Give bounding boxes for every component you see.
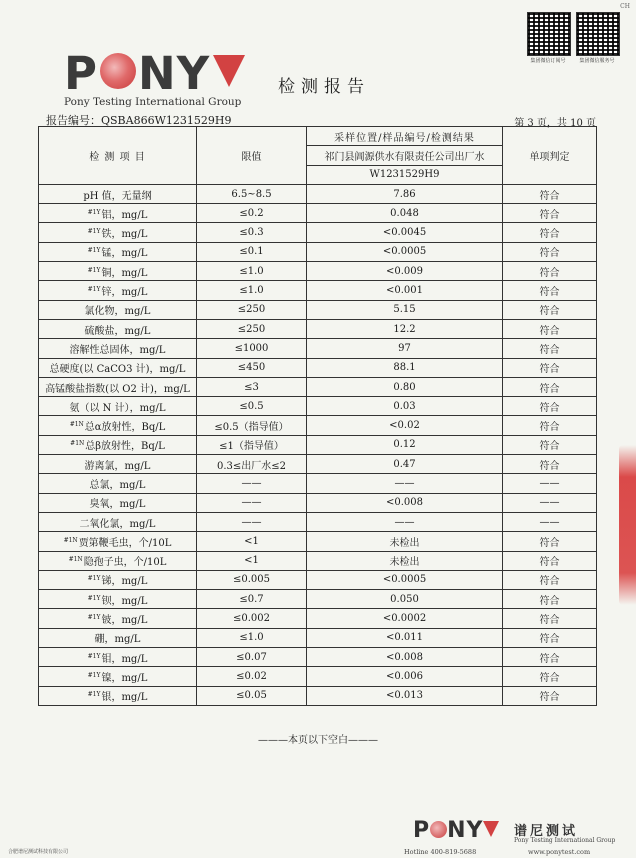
table-row — [39, 262, 597, 281]
cell-item-text: 锌，mg/L — [101, 287, 148, 299]
cell-result: <0.0002 — [307, 609, 503, 628]
cell-item — [39, 281, 197, 300]
cell-item — [39, 397, 197, 416]
table-row — [39, 455, 597, 474]
cell-limit: ≤0.07 — [197, 648, 307, 667]
cell-judgment: —— — [503, 474, 597, 493]
cell-item-mark: #1Y — [87, 671, 101, 679]
cell-judgment: 符合 — [503, 590, 597, 609]
table-row — [39, 377, 597, 396]
cell-item — [39, 242, 197, 261]
cell-item-mark: #1N — [69, 421, 84, 429]
table-row — [39, 628, 597, 647]
pony-logo — [64, 47, 245, 100]
table-row — [39, 648, 597, 667]
footer-logo-y — [483, 821, 499, 837]
cell-result: <0.008 — [307, 648, 503, 667]
cell-item-mark: #1Y — [87, 614, 101, 622]
table-row — [39, 493, 597, 512]
cell-judgment: 符合 — [503, 416, 597, 435]
end-of-page-note: ———本页以下空白——— — [258, 735, 378, 746]
cell-item-text: 臭氧，mg/L — [89, 499, 146, 511]
cell-judgment: 符合 — [503, 628, 597, 647]
cell-item-text: 硫酸盐，mg/L — [84, 325, 151, 337]
cell-item-text: 二氧化氯，mg/L — [79, 518, 156, 530]
cell-item — [39, 262, 197, 281]
cell-result: <0.0005 — [307, 570, 503, 589]
qr-code-subscription — [527, 12, 571, 56]
cell-judgment: 符合 — [503, 648, 597, 667]
cell-limit: ≤450 — [197, 358, 307, 377]
cell-judgment: 符合 — [503, 204, 597, 223]
cell-item-text: 总硬度(以 CaCO3 计)，mg/L — [49, 364, 186, 376]
cell-judgment: 符合 — [503, 570, 597, 589]
cell-limit: ≤0.5 — [197, 397, 307, 416]
cell-limit: ≤0.7 — [197, 590, 307, 609]
cell-item — [39, 435, 197, 454]
cell-item-text: 总氯，mg/L — [89, 479, 146, 491]
cell-judgment: 符合 — [503, 667, 597, 686]
table-row — [39, 242, 597, 261]
table-row — [39, 435, 597, 454]
cell-item-text: 游离氯，mg/L — [84, 460, 151, 472]
corner-code: CH — [620, 3, 630, 10]
cell-item — [39, 377, 197, 396]
cell-item-text: 高锰酸盐指数(以 O2 计)，mg/L — [45, 383, 190, 395]
logo-subtitle: Pony Testing International Group — [64, 96, 242, 108]
cell-result: 0.03 — [307, 397, 503, 416]
red-seal-stamp — [619, 445, 636, 605]
cell-judgment: 符合 — [503, 319, 597, 338]
cell-judgment: 符合 — [503, 242, 597, 261]
cell-item-mark: #1Y — [87, 228, 101, 236]
cell-item — [39, 667, 197, 686]
cell-item-mark: #1Y — [87, 208, 101, 216]
header-judgment: 单项判定 — [503, 127, 597, 185]
cell-limit: ≤3 — [197, 377, 307, 396]
cell-item — [39, 204, 197, 223]
cell-item — [39, 609, 197, 628]
cell-item — [39, 551, 197, 570]
cell-item — [39, 358, 197, 377]
cell-item-mark: #1Y — [87, 594, 101, 602]
cell-result: 0.048 — [307, 204, 503, 223]
cell-limit: ≤1.0 — [197, 281, 307, 300]
cell-item-text: 锰，mg/L — [101, 248, 148, 260]
table-row — [39, 532, 597, 551]
table-row — [39, 512, 597, 531]
cell-item-text: 氨（以 N 计），mg/L — [69, 402, 166, 414]
cell-limit: ≤0.05 — [197, 686, 307, 705]
cell-item-mark: #1N — [63, 536, 78, 544]
cell-result: 88.1 — [307, 358, 503, 377]
cell-judgment: 符合 — [503, 223, 597, 242]
cell-item — [39, 512, 197, 531]
cell-result: 未检出 — [307, 551, 503, 570]
header-location: 祁门县阊源供水有限责任公司出厂水 — [307, 146, 503, 165]
cell-item-text: 溶解性总固体，mg/L — [69, 344, 166, 356]
cell-result: <0.008 — [307, 493, 503, 512]
cell-item-text: 隐孢子虫，个/10L — [83, 557, 167, 569]
cell-limit: ≤0.002 — [197, 609, 307, 628]
table-row — [39, 686, 597, 705]
cell-limit: ≤0.005 — [197, 570, 307, 589]
cell-limit: <1 — [197, 551, 307, 570]
cell-limit: ≤0.3 — [197, 223, 307, 242]
page-number: 第 3 页，共 10 页 — [514, 118, 596, 129]
cell-result: —— — [307, 474, 503, 493]
cell-item — [39, 339, 197, 358]
footer-logo-p: P — [413, 818, 431, 843]
cell-item-text: 贾第鞭毛虫，个/10L — [78, 537, 172, 549]
table-row — [39, 281, 597, 300]
cell-result: <0.02 — [307, 416, 503, 435]
table-row — [39, 319, 597, 338]
cell-limit: ≤0.2 — [197, 204, 307, 223]
header-limit: 限值 — [197, 127, 307, 185]
cell-item — [39, 300, 197, 319]
cell-limit: 6.5~8.5 — [197, 184, 307, 203]
cell-result: 0.050 — [307, 590, 503, 609]
cell-judgment: 符合 — [503, 262, 597, 281]
cell-result: <0.009 — [307, 262, 503, 281]
table-row — [39, 397, 597, 416]
cell-item — [39, 570, 197, 589]
footer-hotline: Hotline 400-819-5688 — [404, 848, 477, 856]
cell-item-text: 钡，mg/L — [101, 595, 148, 607]
cell-item-mark: #1Y — [87, 286, 101, 294]
qr-code-service — [576, 12, 620, 56]
cell-judgment: 符合 — [503, 358, 597, 377]
report-number: 报告编号：QSBA866W1231529H9 — [46, 114, 232, 127]
cell-result: 12.2 — [307, 319, 503, 338]
cell-result: 5.15 — [307, 300, 503, 319]
cell-item — [39, 416, 197, 435]
cell-item-mark: #1N — [70, 440, 85, 448]
header-sample-info: 采样位置/样品编号/检测结果 — [307, 127, 503, 146]
cell-item — [39, 493, 197, 512]
cell-judgment: 符合 — [503, 281, 597, 300]
cell-judgment: 符合 — [503, 300, 597, 319]
cell-result: <0.013 — [307, 686, 503, 705]
cell-limit: ≤1.0 — [197, 628, 307, 647]
logo-text-ny: NY — [137, 47, 211, 100]
cell-item-mark: #1Y — [87, 266, 101, 274]
cell-limit: —— — [197, 474, 307, 493]
cell-item-text: 钼，mg/L — [101, 653, 148, 665]
cell-judgment: 符合 — [503, 184, 597, 203]
footer-cn-name: 谱尼测试 — [514, 824, 579, 839]
cell-result: 0.47 — [307, 455, 503, 474]
cell-item-mark: #1Y — [87, 652, 101, 660]
cell-item — [39, 648, 197, 667]
cell-item-text: 总α放射性，Bq/L — [84, 422, 166, 434]
table-row — [39, 358, 597, 377]
cell-judgment: 符合 — [503, 377, 597, 396]
cell-item — [39, 628, 197, 647]
logo-o-sphere — [100, 53, 136, 89]
cell-judgment: —— — [503, 493, 597, 512]
cell-item — [39, 223, 197, 242]
table-row — [39, 184, 597, 203]
table-row — [39, 551, 597, 570]
cell-result: 未检出 — [307, 532, 503, 551]
cell-limit: ≤250 — [197, 319, 307, 338]
cell-limit: ≤0.02 — [197, 667, 307, 686]
cell-limit: ≤0.1 — [197, 242, 307, 261]
qr-caption: 集团微信服务号 — [579, 58, 615, 64]
cell-item-mark: #1Y — [87, 575, 101, 583]
table-row — [39, 474, 597, 493]
cell-item-mark: #1Y — [87, 247, 101, 255]
cell-item — [39, 532, 197, 551]
cell-judgment: 符合 — [503, 339, 597, 358]
table-row — [39, 223, 597, 242]
cell-judgment: 符合 — [503, 397, 597, 416]
table-row — [39, 667, 597, 686]
cell-judgment: 符合 — [503, 551, 597, 570]
cell-item-text: 总β放射性，Bq/L — [85, 441, 165, 453]
cell-item-text: 锑，mg/L — [101, 576, 148, 588]
cell-limit: ≤250 — [197, 300, 307, 319]
cell-result: <0.001 — [307, 281, 503, 300]
table-row — [39, 300, 597, 319]
cell-limit: —— — [197, 512, 307, 531]
cell-result: <0.0005 — [307, 242, 503, 261]
cell-item-text: 氯化物，mg/L — [84, 306, 151, 318]
logo-y-triangle — [213, 55, 245, 87]
cell-judgment: 符合 — [503, 686, 597, 705]
footer-logo — [413, 818, 499, 843]
cell-limit: ≤0.5（指导值） — [197, 416, 307, 435]
cell-result: 0.12 — [307, 435, 503, 454]
cell-judgment: —— — [503, 512, 597, 531]
table-row — [39, 590, 597, 609]
cell-result: —— — [307, 512, 503, 531]
cell-judgment: 符合 — [503, 609, 597, 628]
header-item: 检 测 项 目 — [39, 127, 197, 185]
document-title: 检测报告 — [278, 77, 370, 97]
cell-result: <0.011 — [307, 628, 503, 647]
cell-item-text: 硼，mg/L — [94, 634, 141, 646]
cell-result: 97 — [307, 339, 503, 358]
footer-company: 合肥谱尼测试科技有限公司 — [8, 849, 69, 855]
cell-judgment: 符合 — [503, 455, 597, 474]
cell-item — [39, 686, 197, 705]
cell-limit: ≤1（指导值） — [197, 435, 307, 454]
table-row — [39, 339, 597, 358]
cell-limit: ≤1000 — [197, 339, 307, 358]
cell-item — [39, 455, 197, 474]
cell-item-mark: #1Y — [87, 691, 101, 699]
cell-item — [39, 184, 197, 203]
table-row — [39, 570, 597, 589]
cell-item — [39, 319, 197, 338]
cell-result: <0.006 — [307, 667, 503, 686]
cell-item-text: 铍，mg/L — [101, 615, 148, 627]
results-table — [38, 126, 597, 706]
logo-text-p: P — [64, 47, 98, 100]
table-row — [39, 416, 597, 435]
cell-judgment: 符合 — [503, 532, 597, 551]
cell-item-text: pH 值，无量纲 — [83, 190, 152, 202]
qr-caption: 集团微信订阅号 — [530, 58, 566, 64]
cell-item-text: 铝，mg/L — [101, 209, 148, 221]
table-row — [39, 204, 597, 223]
cell-item — [39, 590, 197, 609]
cell-result: 0.80 — [307, 377, 503, 396]
cell-limit: —— — [197, 493, 307, 512]
cell-item-text: 铜，mg/L — [101, 267, 148, 279]
cell-result: <0.0045 — [307, 223, 503, 242]
footer-logo-o — [430, 821, 447, 838]
cell-limit: ≤1.0 — [197, 262, 307, 281]
cell-item-text: 银，mg/L — [101, 692, 148, 704]
cell-judgment: 符合 — [503, 435, 597, 454]
cell-item-text: 铁，mg/L — [101, 229, 148, 241]
cell-item-text: 镍，mg/L — [101, 672, 148, 684]
footer-logo-ny: NY — [447, 818, 484, 843]
footer-website: www.ponytest.com — [528, 848, 591, 856]
table-row — [39, 609, 597, 628]
header-sample-no: W1231529H9 — [307, 165, 503, 184]
cell-result: 7.86 — [307, 184, 503, 203]
cell-limit: <1 — [197, 532, 307, 551]
cell-item — [39, 474, 197, 493]
cell-item-mark: #1N — [68, 556, 83, 564]
footer-en-name: Pony Testing International Group — [514, 837, 616, 844]
cell-limit: 0.3≤出厂水≤2 — [197, 455, 307, 474]
